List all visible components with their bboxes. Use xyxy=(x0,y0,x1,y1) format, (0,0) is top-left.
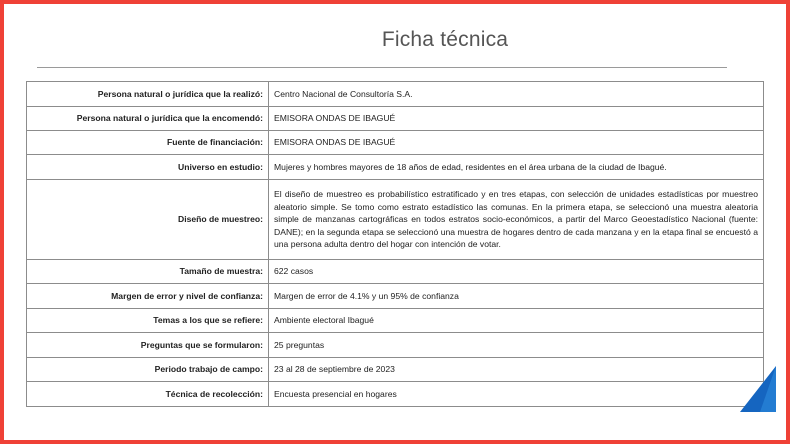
table-row xyxy=(27,82,764,107)
row-value: Margen de error de 4.1% y un 95% de confianza xyxy=(269,284,764,309)
table-row xyxy=(27,382,764,407)
row-value: Encuesta presencial en hogares xyxy=(269,382,764,407)
table-row xyxy=(27,180,764,260)
page-title: Ficha técnica xyxy=(381,28,509,51)
row-label: Fuente de financiación: xyxy=(27,131,269,155)
row-label: Diseño de muestreo: xyxy=(27,180,269,260)
row-label: Tamaño de muestra: xyxy=(27,260,269,284)
row-value: 23 al 28 de septiembre de 2023 xyxy=(269,358,764,382)
table-row xyxy=(27,107,764,131)
row-label: Temas a los que se refiere: xyxy=(27,309,269,333)
table-row xyxy=(27,333,764,358)
row-value: 25 preguntas xyxy=(269,333,764,358)
table-row xyxy=(27,358,764,382)
row-label: Persona natural o jurídica que la realizó: xyxy=(27,82,269,107)
row-label: Universo en estudio: xyxy=(27,155,269,180)
row-value: Mujeres y hombres mayores de 18 años de edad, residentes en el área urbana de la ciudad de Ibagué. xyxy=(269,155,764,180)
row-label: Margen de error y nivel de confianza: xyxy=(27,284,269,309)
row-label: Técnica de recolección: xyxy=(27,382,269,407)
row-value: EMISORA ONDAS DE IBAGUÉ xyxy=(269,107,764,131)
title-divider xyxy=(37,67,727,68)
row-value: Ambiente electoral Ibagué xyxy=(269,309,764,333)
table-row xyxy=(27,131,764,155)
technical-sheet-table xyxy=(26,81,764,407)
row-label: Preguntas que se formularon: xyxy=(27,333,269,358)
table-row xyxy=(27,284,764,309)
row-label: Persona natural o jurídica que la encomendó: xyxy=(27,107,269,131)
table-row xyxy=(27,155,764,180)
row-value: EMISORA ONDAS DE IBAGUÉ xyxy=(269,131,764,155)
row-value: El diseño de muestreo es probabilístico estratificado y en tres etapas, con selección de unidades estadísticas por muestreo aleatorio simple. Se tomo como estrato estadístico las comunas. En la primera etapa, se seleccionó una muestra aleatoria simple de manzanas cartográficas en todos estratos socio-económicos, a partir del Marco Geoestadístico Nacional (fuente: DANE); en la segunda etapa se seleccionó una muestra de hogares dentro de cada manzana y en la etapa final se encuestó a una persona adulta dentro del hogar con intención de votar. xyxy=(269,180,764,260)
table-row xyxy=(27,260,764,284)
corner-triangle-icon xyxy=(740,366,776,412)
row-label: Periodo trabajo de campo: xyxy=(27,358,269,382)
table-row xyxy=(27,309,764,333)
row-value: Centro Nacional de Consultoría S.A. xyxy=(269,82,764,107)
row-value: 622 casos xyxy=(269,260,764,284)
